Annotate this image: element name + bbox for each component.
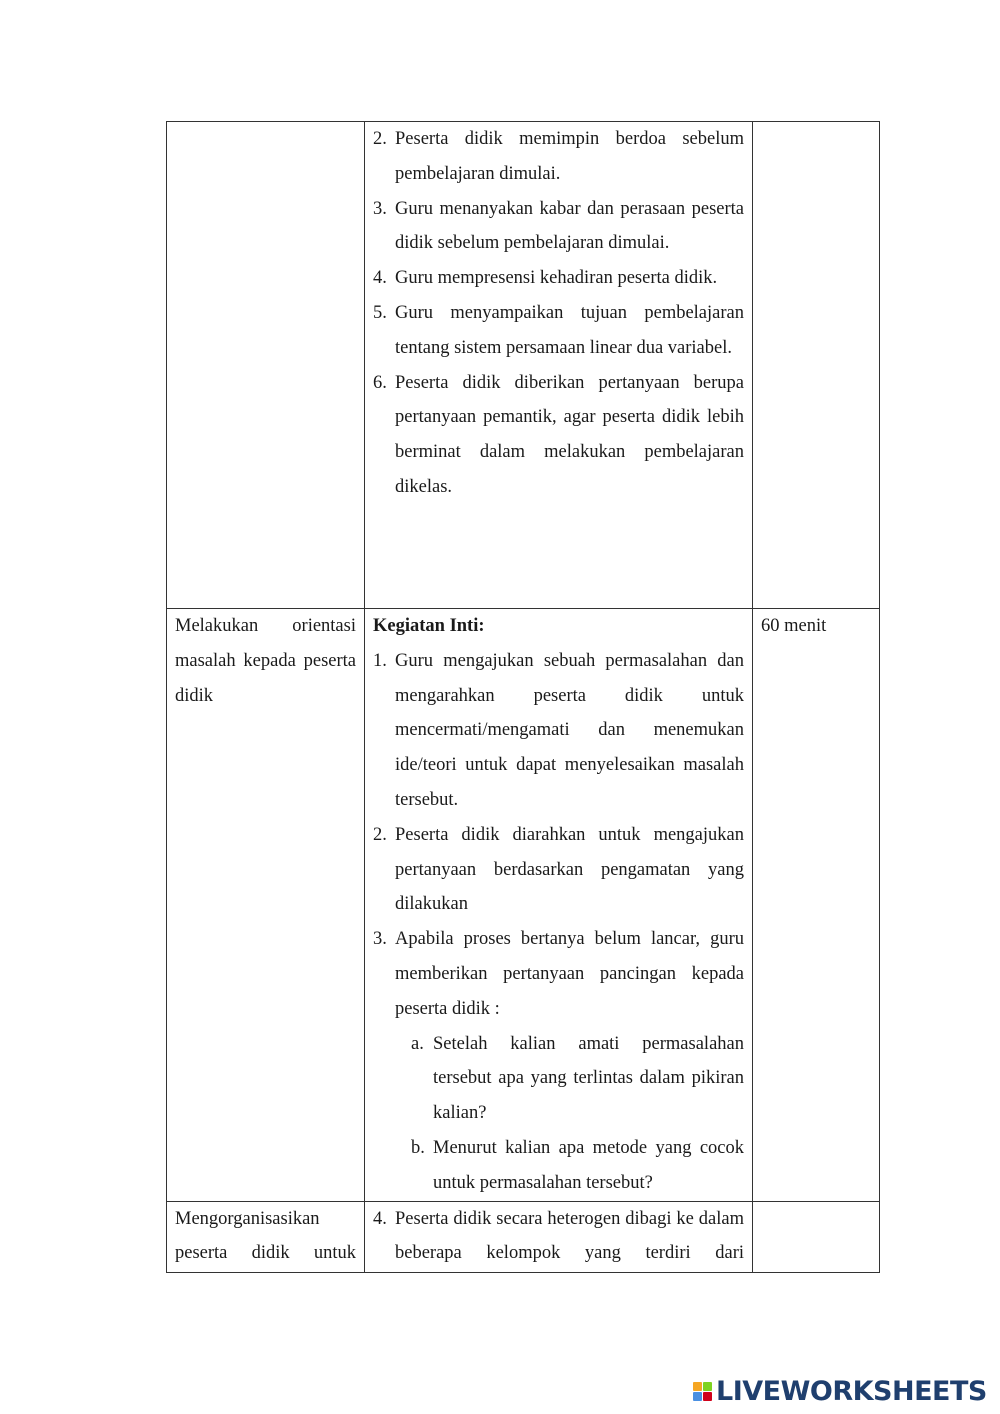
list-item: a. Setelah kalian amati permasalahan tersebut apa yang terlintas dalam pikiran kalian? [411, 1033, 744, 1124]
activity-cell [365, 122, 753, 609]
steps-list [373, 1202, 744, 1272]
list-item: 4. Guru mempresensi kehadiran peserta didik. [373, 268, 718, 289]
time-cell [753, 1201, 880, 1272]
logo-square [693, 1392, 702, 1401]
table-row [167, 122, 880, 609]
logo-square [703, 1382, 712, 1391]
logo-icon [693, 1382, 712, 1401]
list-item: 3. Guru menanyakan kabar dan perasaan peserta didik sebelum pembelajaran dimulai. [373, 198, 744, 254]
list-item: 6. Peserta didik diberikan pertanyaan berupa pertanyaan pemantik, agar peserta didik lebih berminat dalam melakukan pembelajaran dikelas. [373, 372, 744, 497]
phase-cell [167, 122, 365, 609]
list-item: 2. Peserta didik diarahkan untuk mengajukan pertanyaan berdasarkan pengamatan yang dilakukan [373, 824, 744, 915]
section-heading: Kegiatan Inti: [373, 616, 485, 636]
table-row [167, 1201, 880, 1272]
lesson-plan-table [166, 121, 880, 1273]
list-item: 2. Peserta didik memimpin berdoa sebelum pembelajaran dimulai. [373, 129, 744, 184]
phase-text: Mengorganisasikan peserta didik untuk [175, 1208, 356, 1264]
phase-cell [167, 609, 365, 1202]
activity-cell [365, 609, 753, 1202]
logo-text: LIVEWORKSHEETS [716, 1375, 987, 1407]
time-cell [753, 609, 880, 1202]
phase-text: Melakukan orientasi masalah kepada peserta didik [175, 616, 356, 706]
time-cell [753, 122, 880, 609]
steps-list [373, 644, 744, 1201]
table-row [167, 609, 880, 1202]
list-item: 4. Peserta didik secara heterogen dibagi ke dalam beberapa kelompok yang terdiri dari [373, 1208, 744, 1264]
substeps-list [373, 1027, 744, 1201]
steps-list [373, 122, 744, 505]
logo-square [693, 1382, 702, 1391]
list-item: 5. Guru menyampaikan tujuan pembelajaran tentang sistem persamaan linear dua variabel. [373, 302, 744, 358]
activity-cell [365, 1201, 753, 1272]
logo-square [703, 1392, 712, 1401]
liveworksheets-logo [693, 1376, 987, 1406]
time-text: 60 menit [761, 616, 827, 636]
list-item: 3. Apabila proses bertanya belum lancar, guru memberikan pertanyaan pancingan kepada peserta didik : a. Setelah kalian amati permasalahan tersebut apa yang terlintas dalam pikiran kalian? b. Menurut kalian apa metode yang cocok untuk permasalahan tersebut? [373, 922, 744, 1200]
list-item: b. Menurut kalian apa metode yang cocok untuk permasalahan tersebut? [411, 1137, 744, 1193]
phase-cell [167, 1201, 365, 1272]
list-item: 1. Guru mengajukan sebuah permasalahan dan mengarahkan peserta didik untuk mencermati/mengamati dan menemukan ide/teori untuk dapat menyelesaikan masalah tersebut. [373, 650, 744, 810]
